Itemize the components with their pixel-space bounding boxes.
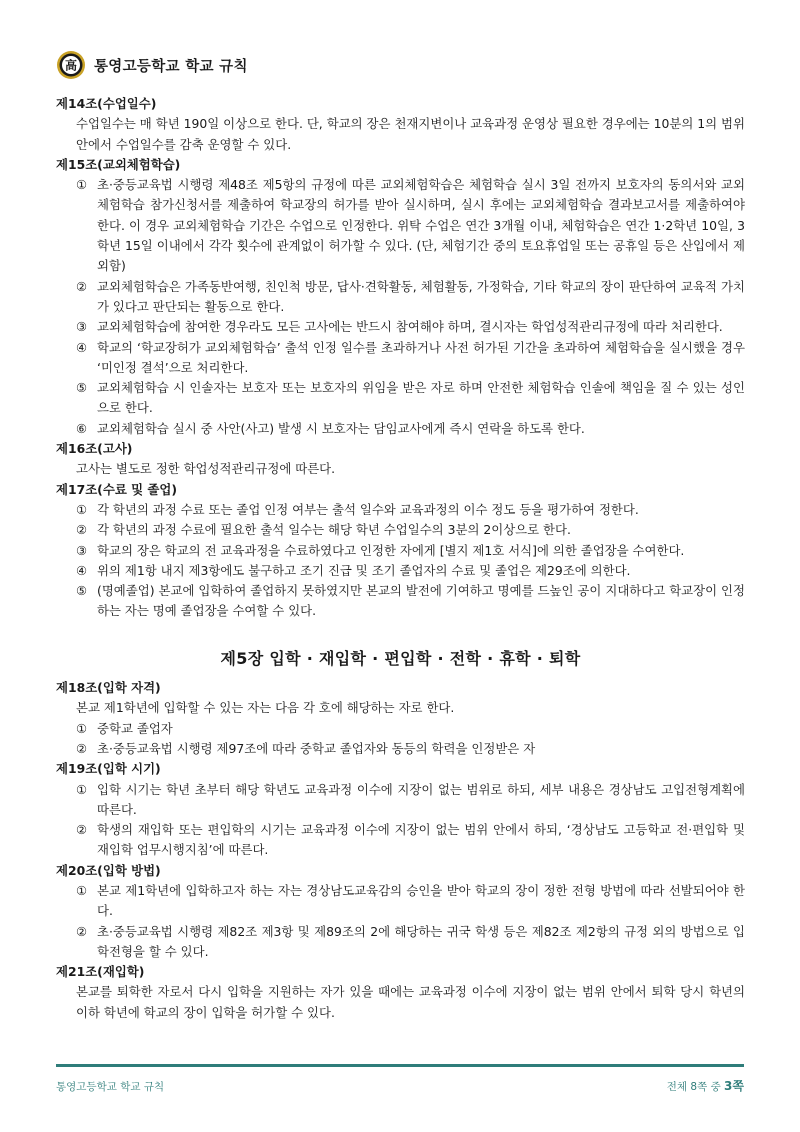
article-item — [56, 419, 745, 439]
item-number: ⑥ — [76, 420, 88, 436]
article-body: 본교를 퇴학한 자로서 다시 입학을 지원하는 자가 있을 때에는 교육과정 이수에 지장이 없는 범위 안에서 퇴학 당시 학년의 이하 학년에 학교의 장이 입학을 허가할 수 있다. — [76, 984, 745, 1020]
article-title: 제19조(입학 시기) — [56, 761, 161, 777]
item-number: ② — [76, 740, 88, 756]
article-title: 제20조(입학 방법) — [56, 862, 161, 878]
article-item — [56, 719, 745, 739]
item-text: 위의 제1항 내지 제3항에도 불구하고 조기 진급 및 조기 졸업자의 수료 및 졸업은 제29조에 의한다. — [97, 562, 631, 578]
item-number: ① — [76, 501, 88, 517]
item-number: ② — [76, 822, 88, 838]
item-number: ④ — [76, 562, 88, 578]
article — [56, 94, 745, 155]
article-title: 제16조(고사) — [56, 441, 133, 457]
item-text: 초·중등교육법 시행령 제82조 제3항 및 제89조의 2에 해당하는 귀국 학생 등은 제82조 제2항의 규정 외의 방법으로 입학전형을 할 수 있다. — [97, 923, 745, 959]
article-item — [56, 881, 745, 922]
item-text: (명예졸업) 본교에 입학하여 졸업하지 못하였지만 본교의 발전에 기여하고 명예를 드높인 공이 지대하다고 학교장이 인정하는 자는 명예 졸업장을 수여할 수 있다. — [97, 583, 745, 619]
article-title: 제21조(재입학) — [56, 964, 145, 980]
article-item — [56, 277, 745, 318]
item-number: ⑤ — [76, 583, 88, 599]
footer-divider — [56, 1064, 744, 1067]
document-title: 통영고등학교 학교 규칙 — [94, 58, 248, 75]
article-body: 본교 제1학년에 입학할 수 있는 자는 다음 각 호에 해당하는 자로 한다. — [76, 700, 455, 716]
article — [56, 962, 745, 1023]
article — [56, 439, 745, 480]
article — [56, 678, 745, 759]
article-item — [56, 338, 745, 379]
item-text: 중학교 졸업자 — [97, 720, 173, 736]
item-text: 교외체험학습에 참여한 경우라도 모든 고사에는 반드시 참여해야 하며, 결시자는 학업성적관리규정에 따라 처리한다. — [97, 319, 723, 335]
article — [56, 861, 745, 962]
item-number: ③ — [76, 319, 88, 335]
article-item — [56, 780, 745, 821]
item-number: ② — [76, 522, 88, 538]
item-text: 학교의 장은 학교의 전 교육과정을 수료하였다고 인정한 자에게 [별지 제1호 서식]에 의한 졸업장을 수여한다. — [97, 542, 685, 558]
article-item — [56, 520, 745, 540]
article-item — [56, 378, 745, 419]
footer-title: 통영고등학교 학교 규칙 — [56, 1081, 165, 1093]
chapter-title: 제5장 입학 · 재입학 · 편입학 · 전학 · 휴학 · 퇴학 — [220, 648, 581, 668]
item-text: 교외체험학습은 가족동반여행, 친인척 방문, 답사·견학활동, 체험활동, 가정학습, 기타 학교의 장이 판단하여 교육적 가치가 있다고 판단되는 활동으로 한다. — [97, 278, 745, 314]
regulation-body — [56, 94, 745, 1023]
article-item — [56, 922, 745, 963]
item-text: 초·중등교육법 시행령 제97조에 따라 중학교 졸업자와 동등의 학력을 인정받은 자 — [97, 740, 536, 756]
item-number: ② — [76, 278, 88, 294]
item-number: ⑤ — [76, 380, 88, 396]
article — [56, 480, 745, 622]
article-title: 제18조(입학 자격) — [56, 680, 161, 696]
article-item — [56, 175, 745, 276]
article-title: 제17조(수료 및 졸업) — [56, 481, 177, 497]
article-title: 제14조(수업일수) — [56, 96, 157, 111]
articles-section-a — [56, 94, 745, 622]
article — [56, 759, 745, 860]
item-number: ④ — [76, 339, 88, 355]
item-number: ③ — [76, 542, 88, 558]
item-text: 교외체험학습 시 인솔자는 보호자 또는 보호자의 위임을 받은 자로 하며 안전한 체험학습 인솔에 책임을 질 수 있는 성인으로 한다. — [97, 380, 745, 416]
page-number: 3쪽 — [724, 1079, 744, 1093]
item-text: 학교의 ‘학교장허가 교외체험학습’ 출석 인정 일수를 초과하거나 사전 허가된 기간을 초과하여 체험학습을 실시했을 경우 ‘미인정 결석’으로 처리한다. — [97, 339, 745, 375]
item-number: ① — [76, 882, 88, 898]
item-number: ① — [76, 781, 88, 797]
articles-section-b — [56, 678, 745, 1023]
item-number: ① — [76, 177, 88, 193]
emblem-glyph: 高 — [64, 58, 78, 73]
item-text: 초·중등교육법 시행령 제48조 제5항의 규정에 따른 교외체험학습은 체험학습 실시 3일 전까지 보호자의 동의서와 교외체험학습 참가신청서를 제출하여 학교장의 허가를 받아 실시하며, 실시 후에는 교외체험학습 결과보고서를 제출하여야 한다. 이 경우 교외체험학습 기간은 수업으로 인정한다. 위탁 수업은 연간 3개월 이내, 체험학습은 연간 1·2학년 10일, 3학년 15일 이내에서 각각 횟수에 관계없이 허가할 수 있다. (단, 체험기간 중의 토요휴업일 또는 공휴일 등은 산입에서 제외함) — [97, 177, 745, 274]
page-header — [56, 50, 248, 80]
article-item — [56, 739, 745, 759]
item-text: 각 학년의 과정 수료에 필요한 출석 일수는 해당 학년 수업일수의 3분의 2이상으로 한다. — [97, 522, 571, 538]
article-title: 제15조(교외체험학습) — [56, 156, 181, 172]
article-body: 수업일수는 매 학년 190일 이상으로 한다. 단, 학교의 장은 천재지변이나 교육과정 운영상 필요한 경우에는 10분의 1의 범위 안에서 수업일수를 감축 운영할 수 있다. — [76, 116, 745, 152]
item-text: 학생의 재입학 또는 편입학의 시기는 교육과정 이수에 지장이 없는 범위 안에서 하되, ‘경상남도 고등학교 전·편입학 및 재입학 업무시행지침’에 따른다. — [97, 822, 745, 858]
article-item — [56, 820, 745, 861]
article-item — [56, 317, 745, 337]
article — [56, 155, 745, 439]
article-item — [56, 541, 745, 561]
article-body: 고사는 별도로 정한 학업성적관리규정에 따른다. — [76, 461, 336, 477]
article-item — [56, 581, 745, 622]
item-number: ① — [76, 720, 88, 736]
school-emblem-icon — [56, 50, 86, 80]
item-text: 각 학년의 과정 수료 또는 졸업 인정 여부는 출석 일수와 교육과정의 이수 정도 등을 평가하여 정한다. — [97, 501, 639, 517]
item-text: 입학 시기는 학년 초부터 해당 학년도 교육과정 이수에 지장이 없는 범위로 하되, 세부 내용은 경상남도 고입전형계획에 따른다. — [97, 781, 745, 817]
item-number: ② — [76, 923, 88, 939]
page-total: 전체 8쪽 중 — [666, 1081, 725, 1093]
article-item — [56, 561, 745, 581]
article-item — [56, 500, 745, 520]
item-text: 본교 제1학년에 입학하고자 하는 자는 경상남도교육감의 승인을 받아 학교의 장이 정한 전형 방법에 따라 선발되어야 한다. — [97, 882, 745, 919]
item-text: 교외체험학습 실시 중 사안(사고) 발생 시 보호자는 담임교사에게 즉시 연락을 하도록 한다. — [97, 420, 585, 436]
page-indicator — [667, 1077, 744, 1094]
